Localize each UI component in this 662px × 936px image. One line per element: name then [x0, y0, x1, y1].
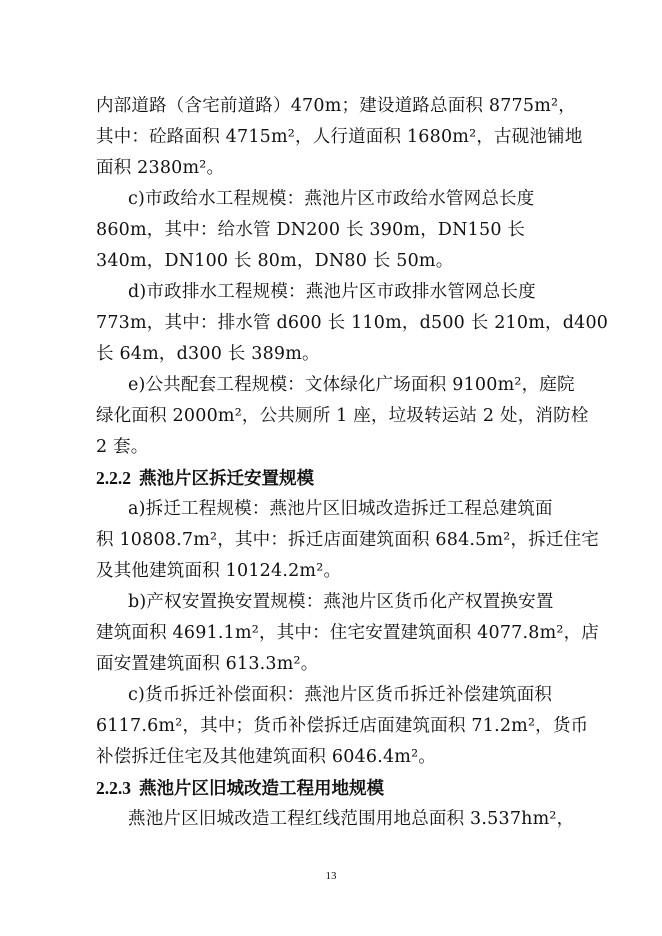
body-text-line: 长 64m，d300 长 389m。 [96, 344, 320, 364]
body-text-line: 2 套。 [96, 437, 149, 457]
body-text-line: a)拆迁工程规模：燕池片区旧城改造拆迁工程总建筑面 [128, 499, 553, 519]
body-text-line: e)公共配套工程规模：文体绿化广场面积 9100m²，庭院 [128, 375, 575, 395]
body-text-line: 340m，DN100 长 80m，DN80 长 50m。 [96, 251, 454, 271]
body-text-line: 内部道路（含宅前道路）470m；建设道路总面积 8775m²， [96, 96, 576, 116]
section-number: 2.2.3 [96, 778, 131, 798]
body-text-line: 积 10808.7m²，其中：拆迁店面建筑面积 684.5m²，拆迁住宅 [96, 530, 600, 550]
body-text-line: 面积 2380m²。 [96, 158, 225, 178]
section-number: 2.2.2 [96, 468, 131, 488]
body-text-line: c)市政给水工程规模：燕池片区市政给水管网总长度 [128, 189, 535, 209]
body-text-line: b)产权安置换安置规模：燕池片区货币化产权置换安置 [128, 592, 554, 612]
section-title: 燕池片区拆迁安置规模 [139, 469, 314, 489]
body-text-line: 燕池片区旧城改造工程红线范围用地总面积 3.537hm²， [128, 809, 575, 829]
section-heading-2-2-2 [96, 466, 314, 491]
body-text-line: 及其他建筑面积 10124.2m²。 [96, 561, 342, 581]
body-text-line: 773m，其中：排水管 d600 长 110m，d500 长 210m，d400 [96, 313, 609, 333]
section-heading-2-2-3 [96, 776, 384, 801]
body-text-line: 建筑面积 4691.1m²，其中：住宅安置建筑面积 4077.8m²，店 [96, 623, 600, 643]
body-text-line: 绿化面积 2000m²，公共厕所 1 座，垃圾转运站 2 处，消防栓 [96, 406, 589, 426]
body-text-line: 860m，其中：给水管 DN200 长 390m，DN150 长 [96, 220, 526, 240]
section-title: 燕池片区旧城改造工程用地规模 [139, 779, 384, 799]
body-text-line: 补偿拆迁住宅及其他建筑面积 6046.4m²。 [96, 747, 437, 767]
page-number: 13 [325, 870, 337, 882]
body-text-line: 面安置建筑面积 613.3m²。 [96, 654, 319, 674]
body-text-line: 6117.6m²，其中；货币补偿拆迁店面建筑面积 71.2m²，货币 [96, 716, 589, 736]
body-text-line: 其中：砼路面积 4715m²，人行道面积 1680m²，古砚池铺地 [96, 127, 583, 147]
body-text-line: c)货币拆迁补偿面积：燕池片区货币拆迁补偿建筑面积 [128, 685, 553, 705]
body-text-line: d)市政排水工程规模：燕池片区市政排水管网总长度 [128, 282, 536, 302]
